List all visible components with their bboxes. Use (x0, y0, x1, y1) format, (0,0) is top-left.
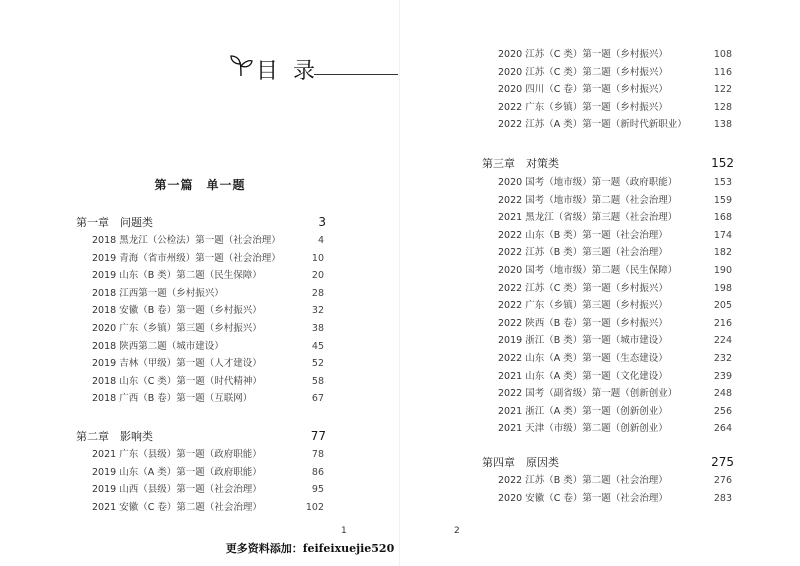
toc-entry-text: 2020 安徽（C 卷）第一题（社会治理） (498, 492, 668, 504)
toc-entry-text: 2020 江苏（C 类）第二题（乡村振兴） (498, 66, 668, 78)
toc-entry-text: 2022 陕西（B 卷）第一题（乡村振兴） (498, 317, 668, 329)
toc-entry-text: 2021 安徽（C 卷）第二题（社会治理） (92, 501, 262, 513)
toc-entry-page: 138 (713, 119, 732, 131)
chapter-heading[interactable] (482, 155, 734, 171)
toc-entry-text: 2022 江苏（B 类）第二题（社会治理） (498, 475, 668, 486)
toc-entry-text: 2019 山东（B 类）第二题（民生保障） (92, 270, 262, 282)
toc-entry-text: 2018 江西第一题（乡村振兴） (92, 287, 224, 299)
toc-entry-page: 248 (713, 388, 732, 400)
toc-entry-page: 45 (311, 340, 324, 352)
toc-entry[interactable] (498, 46, 732, 60)
toc-title-text: 目 录 (256, 59, 319, 84)
toc-entry[interactable] (92, 481, 324, 495)
toc-entry[interactable] (498, 116, 732, 130)
toc-entry-text: 2021 广东（县级）第一题（政府职能） (92, 449, 262, 460)
toc-entry-page: 264 (713, 423, 732, 435)
toc-entry-page: 256 (713, 405, 732, 417)
toc-entry-page: 102 (305, 501, 324, 513)
toc-entry-page: 174 (713, 229, 732, 241)
chapter-heading[interactable] (76, 214, 326, 230)
toc-entry[interactable] (92, 320, 324, 334)
toc-entry[interactable] (498, 280, 732, 294)
chapter-heading-text: 第四章 原因类 (482, 456, 559, 469)
toc-entry-text: 2019 青海（省市州级）第一题（社会治理） (92, 252, 281, 264)
toc-entry-text: 2022 广东（乡镇）第三题（乡村振兴） (498, 300, 668, 312)
chapter-heading-page: 77 (310, 429, 326, 443)
toc-entry-text: 2019 山东（A 类）第一题（政府职能） (92, 466, 262, 478)
toc-entry[interactable] (92, 390, 324, 404)
toc-entry[interactable] (92, 285, 324, 299)
toc-entry-text: 2022 江苏（A 类）第一题（新时代新职业） (498, 119, 687, 131)
toc-entry[interactable] (498, 350, 732, 364)
title-rule (314, 74, 398, 75)
toc-entry[interactable] (92, 338, 324, 352)
toc-entry-text: 2018 安徽（B 卷）第一题（乡村振兴） (92, 305, 262, 317)
toc-entry[interactable] (498, 209, 732, 223)
toc-entry-page: 28 (311, 287, 324, 299)
toc-entry-page: 4 (317, 235, 324, 246)
toc-entry[interactable] (92, 232, 324, 246)
toc-entry[interactable] (498, 192, 732, 206)
page-number-left: 1 (341, 526, 347, 536)
toc-entry[interactable] (498, 81, 732, 95)
toc-entry[interactable] (92, 464, 324, 478)
toc-entry-text: 2021 山东（A 类）第一题（文化建设） (498, 370, 668, 382)
toc-entry-page: 239 (713, 370, 732, 382)
toc-entry[interactable] (498, 420, 732, 434)
toc-entry[interactable] (498, 244, 732, 258)
toc-entry-text: 2018 山东（C 类）第一题（时代精神） (92, 375, 262, 387)
toc-entry-page: 232 (713, 353, 732, 364)
toc-entry-text: 2020 四川（C 卷）第一题（乡村振兴） (498, 84, 668, 96)
toc-entry-page: 58 (311, 375, 324, 387)
toc-entry[interactable] (498, 262, 732, 276)
toc-entry-page: 108 (713, 49, 732, 60)
toc-entry-text: 2021 天津（市级）第二题（创新创业） (498, 423, 668, 435)
toc-entry[interactable] (498, 490, 732, 504)
toc-entry[interactable] (92, 302, 324, 316)
toc-entry-page: 95 (311, 484, 324, 496)
toc-entry-text: 2022 国考（副省级）第一题（创新创业） (498, 388, 678, 400)
toc-entry[interactable] (498, 332, 732, 346)
toc-entry-page: 52 (311, 358, 324, 370)
toc-entry-text: 2019 浙江（B 类）第一题（城市建设） (498, 335, 668, 347)
toc-entry-text: 2022 广东（乡镇）第一题（乡村振兴） (498, 101, 668, 113)
toc-entry[interactable] (498, 403, 732, 417)
toc-entry-text: 2022 山东（B 类）第一题（社会治理） (498, 229, 668, 241)
toc-entry-page: 159 (713, 194, 732, 206)
chapter-heading-page: 3 (318, 215, 326, 229)
toc-entry-page: 32 (311, 305, 324, 317)
toc-entry-text: 2018 陕西第二题（城市建设） (92, 340, 224, 352)
toc-entry-page: 168 (713, 212, 732, 224)
toc-entry-page: 116 (713, 66, 732, 78)
toc-entry-page: 224 (713, 335, 732, 347)
toc-entry[interactable] (92, 250, 324, 264)
toc-entry-page: 276 (713, 475, 732, 486)
chapter-heading-text: 第三章 对策类 (482, 157, 559, 170)
toc-entry-page: 190 (713, 265, 732, 276)
toc-entry-text: 2018 黑龙江（公检法）第一题（社会治理） (92, 235, 281, 246)
toc-entry-page: 78 (311, 449, 324, 460)
toc-entry-page: 198 (713, 282, 732, 294)
toc-entry-text: 2018 广西（B 卷）第一题（互联网） (92, 393, 253, 405)
toc-entry[interactable] (498, 64, 732, 78)
toc-entry[interactable] (92, 446, 324, 460)
toc-entry-page: 38 (311, 323, 324, 334)
toc-entry[interactable] (498, 227, 732, 241)
chapter-heading-text: 第一章 问题类 (76, 216, 153, 229)
toc-entry[interactable] (92, 499, 324, 513)
toc-entry-page: 128 (713, 101, 732, 113)
toc-entry-text: 2022 江苏（C 类）第一题（乡村振兴） (498, 282, 668, 294)
toc-entry[interactable] (92, 355, 324, 369)
toc-entry-page: 182 (713, 247, 732, 259)
footer-note: 更多资料添加：feifeixuejie520 (225, 542, 395, 555)
toc-entry-text: 2021 黑龙江（省级）第三题（社会治理） (498, 212, 678, 224)
toc-entry[interactable] (498, 385, 732, 399)
toc-entry-page: 67 (311, 393, 324, 405)
chapter-heading[interactable] (482, 454, 734, 470)
toc-entry[interactable] (498, 99, 732, 113)
toc-title (228, 52, 398, 88)
toc-entry-text: 2020 国考（地市级）第一题（政府职能） (498, 177, 678, 188)
toc-entry-page: 205 (713, 300, 732, 312)
toc-entry-text: 2022 国考（地市级）第二题（社会治理） (498, 194, 678, 206)
toc-entry-text: 2020 国考（地市级）第二题（民生保障） (498, 265, 678, 276)
toc-entry[interactable] (92, 373, 324, 387)
toc-entry-text: 2020 江苏（C 类）第一题（乡村振兴） (498, 49, 668, 60)
toc-entry-text: 2019 山西（县级）第一题（社会治理） (92, 484, 262, 496)
toc-entry-page: 122 (713, 84, 732, 96)
sprout-icon (228, 52, 254, 78)
chapter-heading-page: 152 (711, 156, 734, 170)
toc-entry-text: 2020 广东（乡镇）第三题（乡村振兴） (92, 323, 262, 334)
part-title: 第一篇 单一题 (154, 178, 246, 192)
toc-entry-text: 2021 浙江（A 类）第一题（创新创业） (498, 405, 668, 417)
toc-entry-page: 283 (713, 492, 732, 504)
toc-entry[interactable] (498, 368, 732, 382)
chapter-heading[interactable] (76, 428, 326, 444)
chapter-heading-text: 第二章 影响类 (76, 430, 153, 443)
toc-entry[interactable] (498, 297, 732, 311)
toc-entry-text: 2019 吉林（甲级）第一题（人才建设） (92, 358, 262, 370)
toc-entry-page: 153 (713, 177, 732, 188)
toc-entry[interactable] (498, 315, 732, 329)
toc-entry[interactable] (498, 472, 732, 486)
toc-entry-page: 10 (311, 252, 324, 264)
toc-entry-page: 86 (311, 466, 324, 478)
chapter-heading-page: 275 (711, 455, 734, 469)
toc-entry-page: 20 (311, 270, 324, 282)
toc-entry-text: 2022 山东（A 类）第一题（生态建设） (498, 353, 668, 364)
right-page (400, 0, 800, 566)
page-number-right: 2 (454, 526, 460, 536)
toc-entry[interactable] (498, 174, 732, 188)
toc-entry-text: 2022 江苏（B 类）第三题（社会治理） (498, 247, 668, 259)
toc-entry-page: 216 (713, 317, 732, 329)
toc-entry[interactable] (92, 267, 324, 281)
